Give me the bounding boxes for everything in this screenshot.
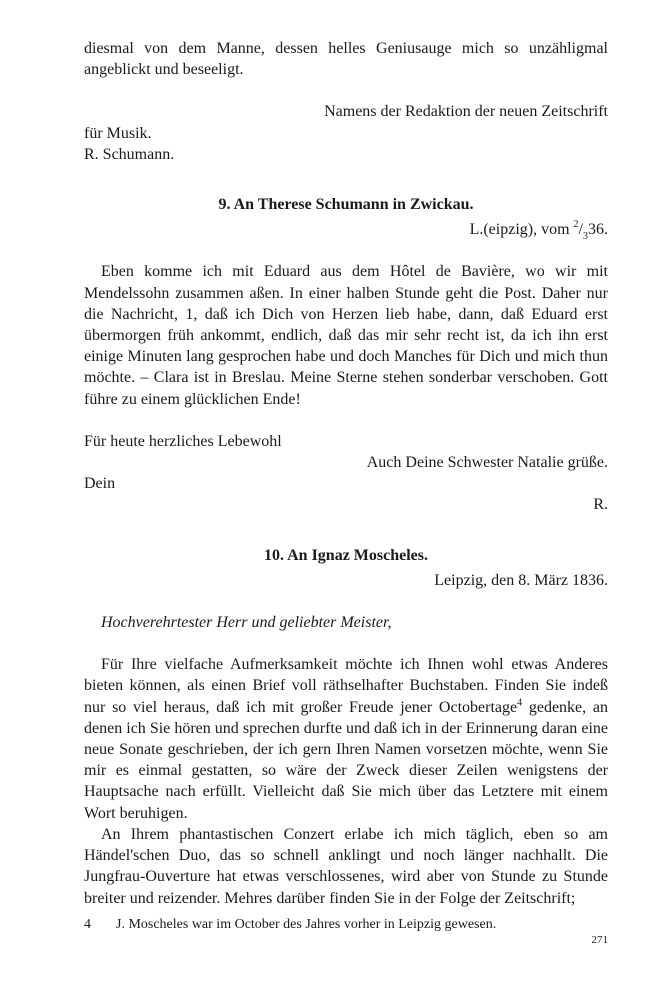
page-number: 271 xyxy=(591,934,608,946)
letter10-dateline: Leipzig, den 8. März 1836. xyxy=(434,571,608,589)
letter9-date-year: 36. xyxy=(588,221,608,239)
letter9-body: Eben komme ich mit Eduard aus dem Hôtel de Bavière, wo wir mit Mendelssohn zusammen aßen. In einer halben Stunde geht die Post. Daher nur die Nachricht, 1, daß ich Dich von Herzen lieb habe, dann, daß Eduard erst übermorgen früh ankommt, endlich, daß das mir sehr recht ist, da ich ihn erst einige Minuten lang gesprochen habe und doch Manches für Dich und mich thun möchte. – Clara ist in Breslau. Meine Sterne stehen sonderbar verschoben. Gott führe zu einem glücklichen Ende! xyxy=(84,263,608,408)
closing-signature: R. Schumann. xyxy=(84,145,175,163)
letter9-date-numerator: 2 xyxy=(573,218,579,230)
letter9-farewell: Für heute herzliches Lebewohl xyxy=(84,432,282,450)
letter10-paragraph-2: An Ihrem phantastischen Conzert erlabe ich mich täglich, eben so am Händel'schen Duo, das so schnell anklingt und noch länger nachhallt. Die Jungfrau-Ouverture hat etwas verschlossenes, wird aber von Stunde zu Stunde breiter und reizender. Mehres darüber finden Sie in der Folge der Zeitschrift; xyxy=(84,825,608,907)
letter10-para1-part1: Für Ihre vielfache Aufmerksamkeit möchte ich Ihnen wohl etwas Anderes bieten können, als einen Brief voll räthselhafter Buchstaben. Finden Sie indeß nur so viel heraus, daß ich mit großer Freude jener Octobertage xyxy=(84,656,608,716)
letter9-date-prefix: L.(eipzig), vom xyxy=(469,221,574,239)
footnote-text: J. Moscheles war im October des Jahres vorher in Leipzig gewesen. xyxy=(116,916,497,932)
letter9-greeting: Auch Deine Schwester Natalie grüße. xyxy=(366,454,608,472)
letter9-heading: 9. An Therese Schumann in Zwickau. xyxy=(218,196,474,214)
continuation-text: diesmal von dem Manne, dessen helles Geniusauge mich so unzähligmal angeblickt und beseeligt. xyxy=(84,40,608,79)
footnote-number: 4 xyxy=(84,916,91,932)
letter9-dateline xyxy=(84,218,608,243)
letter9-date-fraction: $^2/_3$ xyxy=(573,218,588,243)
letter9-date-denominator: 3 xyxy=(583,231,588,243)
letter10-para1-part2: gedenke, an denen ich Sie hören und sprechen durfte und daß ich in der Erinnerung daran eine neue Sonate geschrieben, der ich gern Ihren Namen vorsetzen möchte, wenn Sie mir es einmal gestatten, so wäre der Zweck dieser Zeilen wenigstens der Hauptsache nach erfüllt. Vielleicht daß Sie mich über das Letztere mit einem Wort beruhigen. xyxy=(84,698,608,822)
letter10-heading: 10. An Ignaz Moscheles. xyxy=(264,546,428,564)
closing-line-2: für Musik. xyxy=(84,124,152,142)
closing-line-1: Namens der Redaktion der neuen Zeitschrift xyxy=(324,103,608,121)
letter10-paragraph-1 xyxy=(84,654,608,824)
letter9-dein: Dein xyxy=(84,475,116,493)
footnote-reference: 4 xyxy=(517,697,523,709)
letter10-salutation: Hochverehrtester Herr und geliebter Meister, xyxy=(101,614,392,632)
letter9-signature: R. xyxy=(593,496,608,514)
document-page xyxy=(84,38,608,935)
